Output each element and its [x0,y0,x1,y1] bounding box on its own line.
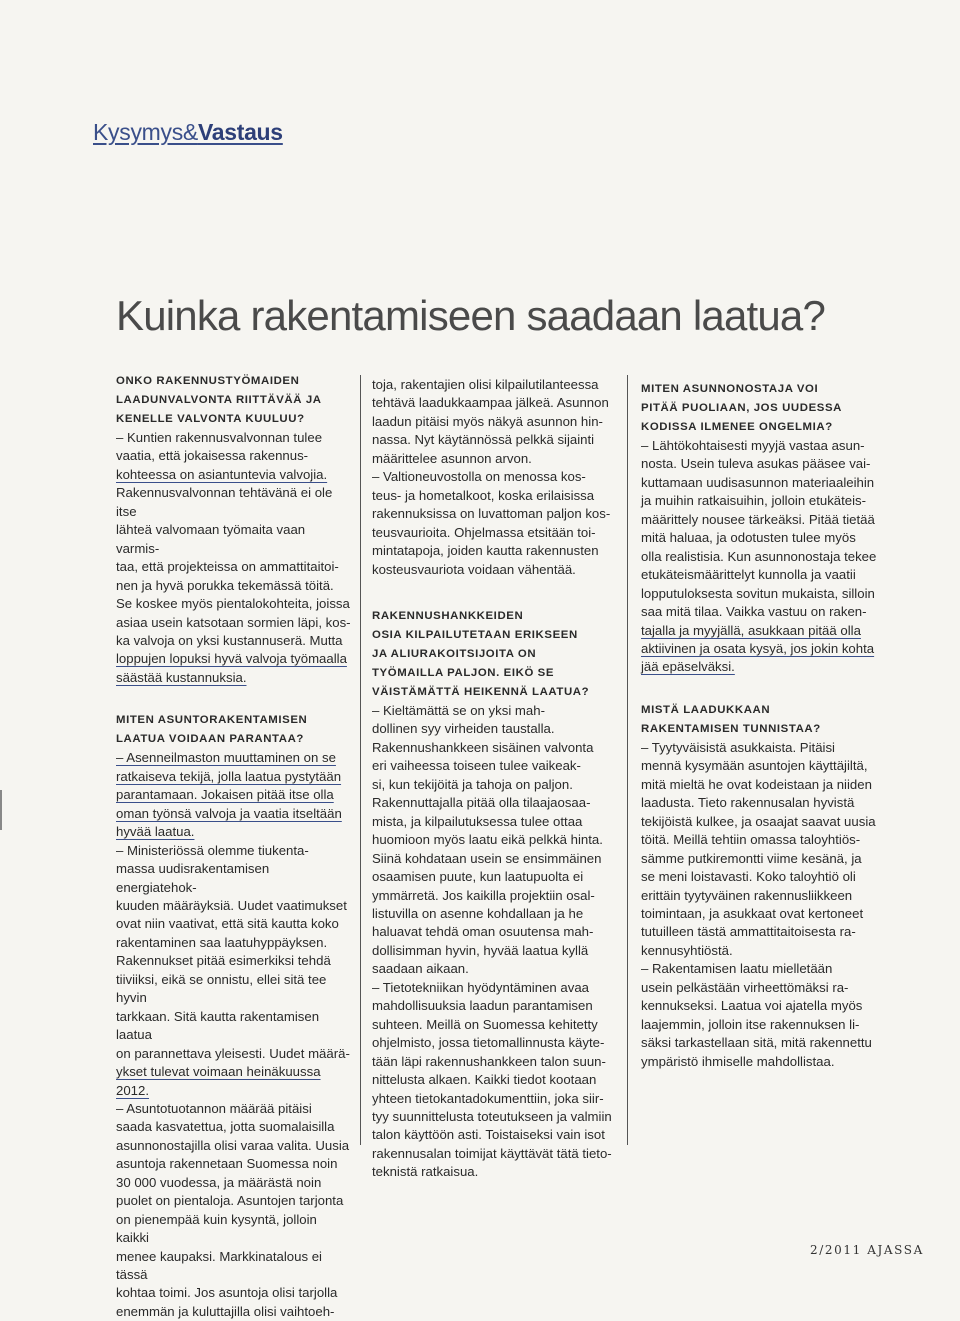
answer-line: tarkkaan. Sitä kautta rakentamisen laatua [116,1008,320,1043]
answer-block [372,702,612,1182]
column-divider [627,375,628,1145]
answer-line: mintatapoja, joiden kautta rakennusten [372,543,599,559]
question-line: JA ALIURAKOITSIJOITA ON [372,647,537,660]
answer-line: asunnonostajilla olisi varaa valita. Uusia [116,1137,350,1153]
answer-line: rakentaminen saa laatuhyppäyksen. [116,934,328,950]
page-footer: 2/2011 AJASSA [810,1243,924,1257]
column-3 [641,376,881,1071]
answer-line: si, kun tekijöitä ja tahoja on paljon. [372,776,573,792]
answer-line: lähteä valvomaan työmaita vaan varmis- [116,522,306,556]
answer-line: ympäristö ihmiselle mahdollistaa. [641,1053,835,1069]
answer-line: oman työnsä valvoja ja vaatia itseltään [116,805,342,821]
answer-line: tekijöistä kulkee, ja osaajat saavat uusia [641,813,876,829]
column-2 [372,376,612,1182]
answer-line: teknistä ratkaisua. [372,1164,479,1180]
answer-line: laadusta. Tieto rakennusalan hyvistä [641,795,855,811]
answer-line: ykset tulevat voimaan heinäkuussa 2012. [116,1064,321,1098]
answer-line: töitä. Meillä tehtiin omassa taloyhtiös- [641,832,861,848]
answer-line: kennukseksi. Laatua voi ajatella myös [641,998,863,1014]
answer-line: säksi tarkastellaan sitä, mitä rakennettu [641,1035,872,1051]
question-line: KENELLE VALVONTA KUULUU? [116,413,305,425]
answer-line: puolet on pientaloja. Asuntojen tarjonta [116,1193,344,1209]
answer-line: Rakennukset pitää esimerkiksi tehdä [116,953,331,969]
answer-line: – Asuntotuotannon määrää pitäisi [116,1100,312,1116]
question-line: MITEN ASUNTORAKENTAMISEN [116,714,308,727]
answer-line: taa, että projekteissa on ammattitaitoi- [116,559,339,575]
answer-line: – Rakentamisen laatu mielletään [641,961,833,977]
answer-line: etukäteismäärittelyt kunnolla ja vaatii [641,567,856,583]
answer-line: nosta. Usein tuleva asukas pääsee vai- [641,456,871,472]
answer-line: olla realistisia. Kun asunnonostaja tekee [641,548,877,564]
answer-line: aktiivinen ja osata kysyä, jos jokin kohta [641,640,875,656]
answer-line: mahdollisuuksia laadun parantamisen [372,998,593,1014]
answer-line: dollisimman hyvin, hyvää laatua kyllä [372,942,589,958]
answer-line: – Ministeriössä olemme tiukenta- [116,842,309,858]
answer-line: mista, ja kilpailutuksessa tulee ottaa [372,813,583,829]
answer-line: parantamaan. Jokaisen pitää itse olla [116,787,334,803]
answer-line: mitä mieltä he ovat kodeistaan ja niiden [641,776,872,792]
answer-line: mitä haluaa, ja odotusten tulee myös [641,530,856,546]
answer-line: saa mitä tilaa. Vaikka vastuu on raken- [641,604,867,620]
answer-block [116,429,351,687]
answer-line: toja, rakentajien olisi kilpailutilanteessa [372,377,599,392]
answer-line: nittelusta alkaen. Kaikki tiedot kootaan [372,1072,597,1088]
question-block [641,380,881,437]
answer-line: ovat niin vaativat, että sitä kautta koko [116,916,339,932]
column-divider [360,375,361,1145]
answer-line: Rakennusvalvonnan tehtävänä ei ole itse [116,485,333,519]
answer-line: hyvää laatua. [116,824,195,840]
answer-line: massa uudisrakentamisen energiatehok- [116,861,270,895]
answer-line: ka valvoja on yksi kustannuserä. Mutta [116,632,343,648]
answer-line: asuntoja rakennetaan Suomessa noin [116,1156,338,1172]
answer-line: – Asenneilmaston muuttaminen on se [116,750,336,766]
answer-line: – Lähtökohtaisesti myyjä vastaa asun- [641,438,865,453]
answer-line: määrittely nousee tärkeäksi. Pitää tietää [641,511,875,527]
answer-line: lopputuloksesta sovitun mukaista, silloin [641,585,875,601]
answer-line: sämme putkiremontti viime kesänä, ja [641,850,862,866]
answer-line: kuuden määräyksiä. Uudet vaatimukset [116,897,347,913]
answer-line: tajalla ja myyjällä, asukkaan pitää olla [641,622,861,638]
answer-line: asiaa usein katsotaan sormien läpi, kos- [116,614,351,630]
question-line: RAKENNUSHANKKEIDEN [372,609,524,622]
answer-line: saada kasvatettua, jotta suomalaisilla [116,1119,335,1135]
answer-line: – Kieltämättä se on yksi mah- [372,702,545,718]
answer-block [641,739,881,1071]
column-1 [116,372,351,1321]
question-line: OSIA KILPAILUTETAAN ERIKSEEN [372,628,578,641]
answer-line: Rakennuttajalla pitää olla tilaajaosaa- [372,795,591,811]
answer-line: kennusyhtiöstä. [641,942,733,958]
answer-line: kohteessa on asiantuntevia valvojia. [116,466,328,482]
question-line: TYÖMAILLA PALJON. EIKÖ SE [372,666,555,679]
question-line: KODISSA ILMENEE ONGELMIA? [641,421,833,433]
answer-line: talon käyttöön asti. Toistaiseksi vain isot [372,1127,605,1143]
scan-mark [0,790,2,830]
answer-line: tutuilleen tästä ammattitaitoisesta ra- [641,924,856,940]
answer-line: laadun pitäisi myös näkyä asunnon hin- [372,413,603,429]
answer-line: – Kuntien rakennusvalvonnan tulee [116,430,323,445]
answer-line: yhteen tietokantadokumenttiin, joka siir- [372,1090,604,1106]
question-line: LAATUA VOIDAAN PARANTAA? [116,733,304,746]
question-line: ONKO RAKENNUSTYÖMAIDEN [116,375,300,387]
answer-line: erittäin tyytyväinen rakennusliikkeen [641,887,853,903]
answer-line: dollinen syy virheiden taustalla. [372,721,555,737]
answer-line: määrittelee asunnon arvon. [372,450,532,466]
answer-line: suhteen. Meillä on Suomessa kehitetty [372,1016,598,1032]
answer-line: – Tietotekniikan hyödyntäminen avaa [372,979,590,995]
question-line: LAADUNVALVONTA RIITTÄVÄÄ JA [116,394,322,406]
answer-line: ymmärretä. Jos kaikilla projektiin osal- [372,887,595,903]
answer-line: kosteusvauriota voidaan vähentää. [372,561,576,577]
question-block [641,701,881,739]
question-block [372,607,612,702]
answer-line: ja muihin ratkaisuihin, jolloin etukäteis- [641,493,867,509]
answer-line: toimintaan, ja asukkaat ovat kertoneet [641,905,864,921]
answer-line: haluavat tehdä oman osuutensa mah- [372,924,594,940]
answer-line: nen ja hyvä porukka tekemässä töitä. [116,577,334,593]
question-block [116,711,351,749]
answer-line: on parannettava yleisesti. Uudet määrä- [116,1045,350,1061]
answer-line: loppujen lopuksi hyvä valvoja työmaalla [116,651,347,667]
answer-line: tiiviiksi, eikä se onnistu, ellei sitä tee hyvin [116,971,327,1006]
answer-line: teus- ja hometalkoot, koska erilaisissa [372,487,595,503]
section-label [93,119,283,146]
answer-line: ohjelmisto, jossa tietomallinnusta käyte- [372,1035,605,1051]
question-block [116,372,351,429]
answer-line: Rakennushankkeen sisäinen valvonta [372,739,594,755]
answer-line: enemmän ja kuluttajilla olisi vaihtoeh- [116,1303,335,1319]
question-line: MITEN ASUNNONOSTAJA VOI [641,383,819,395]
answer-line: Siinä kohdataan usein se ensimmäinen [372,850,602,866]
section-label-part2: Vastaus [197,119,283,145]
answer-block [116,749,351,1321]
answer-line: eri vaiheessa toiseen tulee vaikeak- [372,758,581,774]
question-line: VÄISTÄMÄTTÄ HEIKENNÄ LAATUA? [372,685,590,698]
answer-line: kuttamaan uudisasunnon materiaaleihin [641,474,875,490]
article-title: Kuinka rakentamiseen saadaan laatua? [116,292,826,339]
answer-line: ratkaiseva tekijä, jolla laatua pystytään [116,768,342,784]
answer-line: listuvilla on asenne kohdallaan ja he [372,905,584,921]
answer-line: rakennuksissa on luvattoman paljon kos- [372,506,611,522]
answer-line: teusvaurioita. Ohjelmassa etsitään toi- [372,524,596,540]
answer-block [372,376,612,579]
question-line: PITÄÄ PUOLIAAN, JOS UUDESSA [641,402,843,414]
answer-line: Se koskee myös pientalokohteita, joissa [116,596,350,612]
answer-line: usein pelkästään virheettömäksi ra- [641,979,849,995]
answer-line: rakennusalan toimijat käyttävät tätä tieto- [372,1145,612,1161]
answer-line: menee kaupaksi. Markkinatalous ei tässä [116,1248,322,1283]
answer-line: jää epäselväksi. [641,659,735,675]
answer-line: mennä kysymään asuntojen käyttäjiltä, [641,758,868,774]
answer-line: vaatia, että jokaisessa rakennus- [116,448,309,464]
answer-line: nassa. Nyt käytännössä pelkkä sijainti [372,432,595,448]
answer-line: huomioon myös laatu eikä pelkkä hinta. [372,832,603,848]
question-line: MISTÄ LAADUKKAAN [641,703,771,716]
answer-line: laajemmin, jolloin itse rakennuksen li- [641,1016,860,1032]
answer-line: tehtävä laadukkaampaa jälkeä. Asunnon [372,395,609,411]
answer-line: tään läpi rakennushankkeen talon suun- [372,1053,606,1069]
answer-line: saadaan aikaan. [372,961,469,977]
answer-line: säästää kustannuksia. [116,669,247,685]
answer-line: – Valtioneuvostolla on menossa kos- [372,469,586,485]
answer-line: kohtaa toimi. Jos asuntoja olisi tarjolla [116,1285,338,1301]
answer-line: – Tyytyväisistä asukkaista. Pitäisi [641,739,835,755]
answer-line: 30 000 vuodessa, ja määrästä noin [116,1174,322,1190]
answer-line: tyy suunnittelusta toteutukseen ja valmiin [372,1108,612,1124]
question-line: RAKENTAMISEN TUNNISTAA? [641,722,821,735]
answer-block [641,437,881,677]
answer-line: on pienempää kuin kysyntä, jolloin kaikki [116,1211,317,1246]
section-label-part1: Kysymys& [93,119,198,145]
answer-line: se meni loistavasti. Koko taloyhtiö oli [641,869,856,885]
answer-line: osaamisen puute, kun laatupuolta ei [372,869,584,885]
